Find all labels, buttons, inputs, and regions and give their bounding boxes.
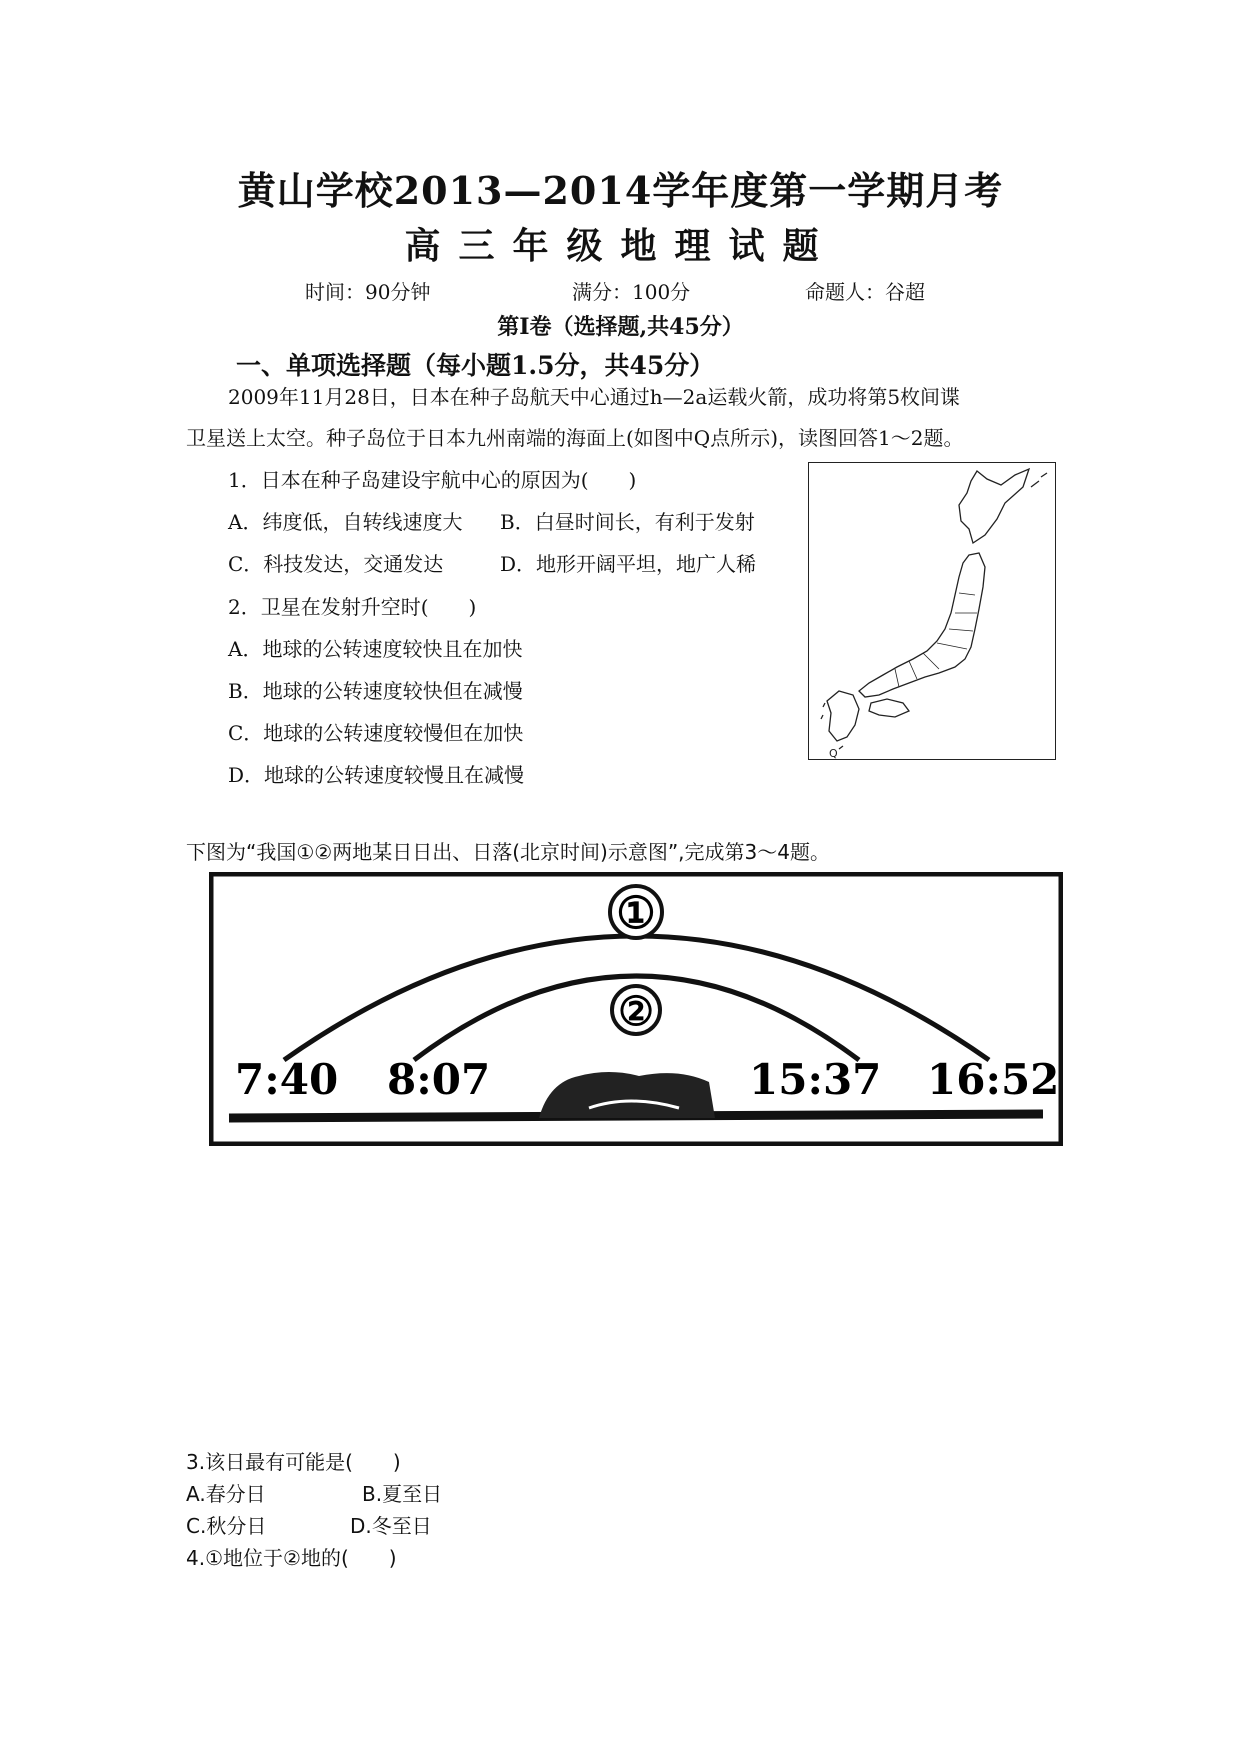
- japan-map-outline: [809, 463, 1055, 759]
- sunset-time-1: 16:52: [927, 1055, 1060, 1104]
- map-point-q-label: Q: [829, 747, 838, 759]
- intro-line-1: 2009年11月28日，日本在种子岛航天中心通过h—2a运载火箭，成功将第5枚间谍: [228, 385, 961, 409]
- sunrise-time-1: 7:40: [235, 1055, 339, 1104]
- part-heading: 第Ⅰ卷（选择题,共45分）: [497, 314, 744, 340]
- sunrise-sunset-diagram: [209, 872, 1063, 1146]
- intro-line-2: 卫星送上太空。种子岛位于日本九州南端的海面上(如图中Q点所示)，读图回答1～2题。: [186, 426, 964, 450]
- q3-option-d: D.冬至日: [350, 1514, 432, 1538]
- arc-1-label: ①: [616, 888, 656, 939]
- sunrise-time-2: 8:07: [387, 1055, 491, 1104]
- q3-option-b: B.夏至日: [362, 1482, 443, 1506]
- q2-option-d: D．地球的公转速度较慢且在减慢: [228, 763, 525, 787]
- figure-intro: 下图为“我国①②两地某日日出、日落(北京时间)示意图”,完成第3～4题。: [186, 840, 830, 864]
- q1-option-d: D．地形开阔平坦，地广人稀: [500, 552, 757, 576]
- q1-option-a: A．纬度低，自转线速度大: [228, 510, 463, 534]
- q2-stem: 2．卫星在发射升空时( ): [228, 595, 477, 619]
- exam-author: 命题人：谷超: [805, 280, 925, 304]
- q2-option-b: B．地球的公转速度较快但在减慢: [228, 679, 523, 703]
- sunrise-sunset-svg: [209, 872, 1063, 1146]
- q2-option-a: A．地球的公转速度较快且在加快: [228, 637, 523, 661]
- q1-option-c: C．科技发达，交通发达: [228, 552, 444, 576]
- q3-option-c: C.秋分日: [186, 1514, 267, 1538]
- japan-map-figure: [808, 462, 1056, 760]
- q1-stem: 1．日本在种子岛建设宇航中心的原因为( ): [228, 468, 637, 492]
- q4-stem: 4.①地位于②地的( ): [186, 1546, 397, 1570]
- sunset-time-2: 15:37: [749, 1055, 882, 1104]
- exam-score: 满分：100分: [572, 280, 691, 304]
- q3-stem: 3.该日最有可能是( ): [186, 1450, 401, 1474]
- section-heading: 一、单项选择题（每小题1.5分，共45分）: [236, 351, 715, 380]
- q1-option-b: B．白昼时间长，有利于发射: [500, 510, 755, 534]
- q3-option-a: A.春分日: [186, 1482, 266, 1506]
- exam-title: 黄山学校2013—2014学年度第一学期月考: [237, 168, 1004, 213]
- arc-2-label: ②: [618, 988, 654, 1035]
- exam-subtitle: 高三年级地理试题: [404, 225, 837, 267]
- q2-option-c: C．地球的公转速度较慢但在加快: [228, 721, 524, 745]
- exam-time: 时间：90分钟: [305, 280, 431, 304]
